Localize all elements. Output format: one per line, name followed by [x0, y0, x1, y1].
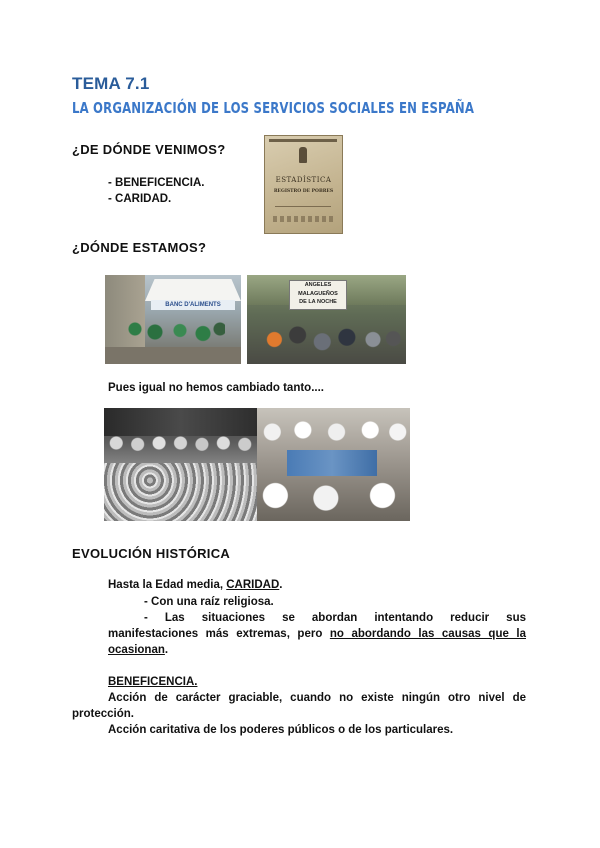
- volunteers: [125, 317, 225, 347]
- header-strip: [269, 139, 337, 142]
- food-bank-photo: [105, 275, 241, 364]
- point-situations-line2: [108, 628, 526, 640]
- angeles-sign: [289, 280, 347, 310]
- origin-item-beneficencia: - BENEFICENCIA.: [108, 177, 205, 189]
- intro-suffix: .: [279, 579, 283, 591]
- poor-register-document-image: [264, 135, 343, 234]
- sign-line: ANGELES: [304, 282, 332, 288]
- sign-line: DE LA NOCHE: [299, 299, 337, 305]
- crowd: [104, 430, 257, 456]
- beneficencia-line3: Acción caritativa de los poderes públicos o de los particulares.: [108, 724, 454, 736]
- point-situations-line3: [108, 644, 168, 656]
- now-heading: ¿DÓNDE ESTAMOS?: [72, 240, 207, 255]
- line3-underlined: ocasionan: [108, 644, 165, 656]
- food-bank-banner: BANC D'ALIMENTS: [151, 300, 235, 310]
- volunteers-back-row: [257, 408, 410, 448]
- intro-line: [108, 579, 282, 591]
- intro-term: CARIDAD: [226, 579, 280, 591]
- rule: [275, 206, 331, 207]
- point-situations-line1: - Las situaciones se abordan intentando reducir sus: [144, 612, 526, 624]
- beneficencia-heading: BENEFICENCIA.: [108, 676, 198, 688]
- beneficencia-line1: Acción de carácter graciable, cuando no existe ningún otro nivel de: [108, 692, 526, 704]
- line3-suffix: .: [164, 644, 169, 656]
- origin-item-caridad: - CARIDAD.: [108, 193, 172, 205]
- donated-goods: [104, 463, 257, 521]
- tent-roof: [145, 279, 241, 301]
- line2-underlined: no abordando las causas que la: [329, 628, 526, 640]
- evolution-heading: EVOLUCIÓN HISTÓRICA: [72, 546, 231, 561]
- page-title: LA ORGANIZACIÓN DE LOS SERVICIOS SOCIALES EN ESPAÑA: [72, 99, 475, 117]
- historical-charity-photo: [104, 408, 257, 521]
- register-title: ESTADÍSTICA: [275, 176, 332, 184]
- register-subtitle: REGISTRO DE POBRES: [273, 189, 334, 194]
- street: [105, 347, 241, 364]
- intro-prefix: Hasta la Edad media,: [108, 579, 227, 591]
- beneficencia-line2: protección.: [72, 708, 134, 720]
- sign-line: MALAGUEÑOS: [298, 290, 338, 297]
- origin-heading: ¿DE DÓNDE VENIMOS?: [72, 142, 226, 157]
- point-religious-root: - Con una raíz religiosa.: [144, 596, 274, 608]
- volunteers-front-row: [257, 470, 410, 521]
- topic-number: TEMA 7.1: [72, 74, 150, 93]
- modern-volunteers-photo: [257, 408, 410, 521]
- people-queue: [257, 317, 402, 362]
- crest-icon: [299, 147, 307, 163]
- comparison-caption: Pues igual no hemos cambiado tanto....: [108, 382, 324, 394]
- angeles-malaguenos-photo: [247, 275, 406, 364]
- handwriting-line: [273, 216, 333, 222]
- line2-prefix: manifestaciones más extremas, pero: [108, 628, 330, 640]
